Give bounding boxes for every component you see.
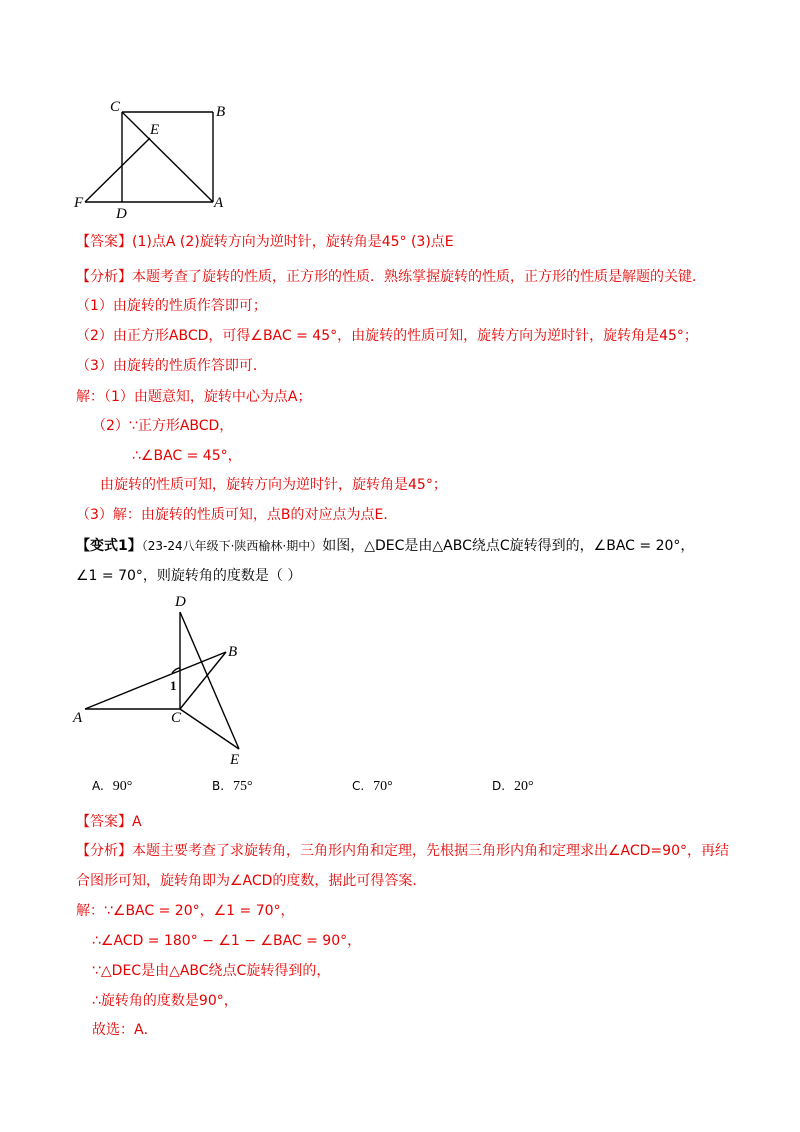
variant-question-1: 如图，△DEC是由△ABC绕点C旋转得到的，∠BAC = 20°， xyxy=(322,538,695,554)
option-d-value: 20° xyxy=(513,779,534,794)
solution-1-line-4: 由旋转的性质可知，旋转方向为逆时针，旋转角是45°； xyxy=(100,477,447,493)
fig2-label-C: C xyxy=(171,710,182,726)
option-c xyxy=(352,776,393,797)
analysis-2-line-1: 【分析】本题主要考查了求旋转角，三角形内角和定理，先根据三角形内角和定理求出∠ACD=90°，再结 xyxy=(76,843,729,859)
fig1-label-E: E xyxy=(150,122,160,138)
variant-source: （23-24八年级下·陕西榆林·期中） xyxy=(141,539,323,553)
fig1-line-CA xyxy=(122,112,213,202)
figure-triangle-rotation xyxy=(0,590,800,770)
fig2-label-1: 1 xyxy=(170,678,177,693)
solution-2-line-1: 解：∵∠BAC = 20°，∠1 = 70°， xyxy=(76,903,295,919)
option-d xyxy=(492,776,534,797)
answer-1: 【答案】(1)点A (2)旋转方向为逆时针，旋转角是45° (3)点E xyxy=(76,234,454,250)
fig2-label-A: A xyxy=(73,710,83,726)
fig1-label-C: C xyxy=(110,99,121,115)
solution-1-line-3: ∴∠BAC = 45°， xyxy=(132,448,242,464)
variant-question-2: ∠1 = 70°，则旋转角的度数是（ ） xyxy=(76,568,302,584)
variant-tag: 【变式1】 xyxy=(76,538,142,554)
option-a-value: 90° xyxy=(112,779,133,794)
fig1-label-F: F xyxy=(74,195,84,211)
fig1-label-A: A xyxy=(214,195,224,211)
option-b-value: 75° xyxy=(232,779,253,794)
answer-2: 【答案】A xyxy=(76,814,142,830)
solution-2-line-3: ∵△DEC是由△ABC绕点C旋转得到的， xyxy=(92,963,331,979)
option-b-key: B. xyxy=(212,779,225,793)
option-c-value: 70° xyxy=(373,779,393,794)
fig2-label-D: D xyxy=(175,594,186,610)
solution-1-line-5: （3）解：由旋转的性质可知，点B的对应点为点E． xyxy=(76,507,398,523)
analysis-1-line-4: （3）由旋转的性质作答即可． xyxy=(76,358,267,374)
analysis-1-line-1: 【分析】本题考查了旋转的性质，正方形的性质．熟练掌握旋转的性质，正方形的性质是解题的关键． xyxy=(76,269,706,285)
option-a-key: A. xyxy=(92,779,104,793)
option-a xyxy=(92,776,132,797)
solution-2-line-5: 故选：A． xyxy=(92,1022,158,1038)
figure-square-rotation xyxy=(0,90,800,330)
analysis-1-line-2: （1）由旋转的性质作答即可； xyxy=(76,298,267,314)
fig1-label-B: B xyxy=(216,104,226,120)
analysis-2-line-2: 合图形可知，旋转角即为∠ACD的度数，据此可得答案． xyxy=(76,873,427,889)
fig1-line-FE xyxy=(85,138,150,202)
fig2-label-B: B xyxy=(228,644,238,660)
solution-1-line-2: （2）∵正方形ABCD， xyxy=(92,418,234,434)
analysis-1-line-3: （2）由正方形ABCD，可得∠BAC = 45°，由旋转的性质可知，旋转方向为逆时针，旋转角是45°； xyxy=(76,328,698,344)
option-d-key: D. xyxy=(492,779,506,793)
solution-2-line-4: ∴旋转角的度数是90°， xyxy=(92,993,238,1009)
solution-1-line-1: 解：（1）由题意知，旋转中心为点A； xyxy=(76,389,312,405)
option-b xyxy=(212,776,253,797)
solution-2-line-2: ∴∠ACD = 180° − ∠1 − ∠BAC = 90°， xyxy=(92,933,362,949)
fig2-label-E: E xyxy=(230,752,240,768)
option-c-key: C. xyxy=(352,779,365,793)
fig1-label-D: D xyxy=(116,206,127,222)
fig2-line-AB xyxy=(85,652,226,709)
